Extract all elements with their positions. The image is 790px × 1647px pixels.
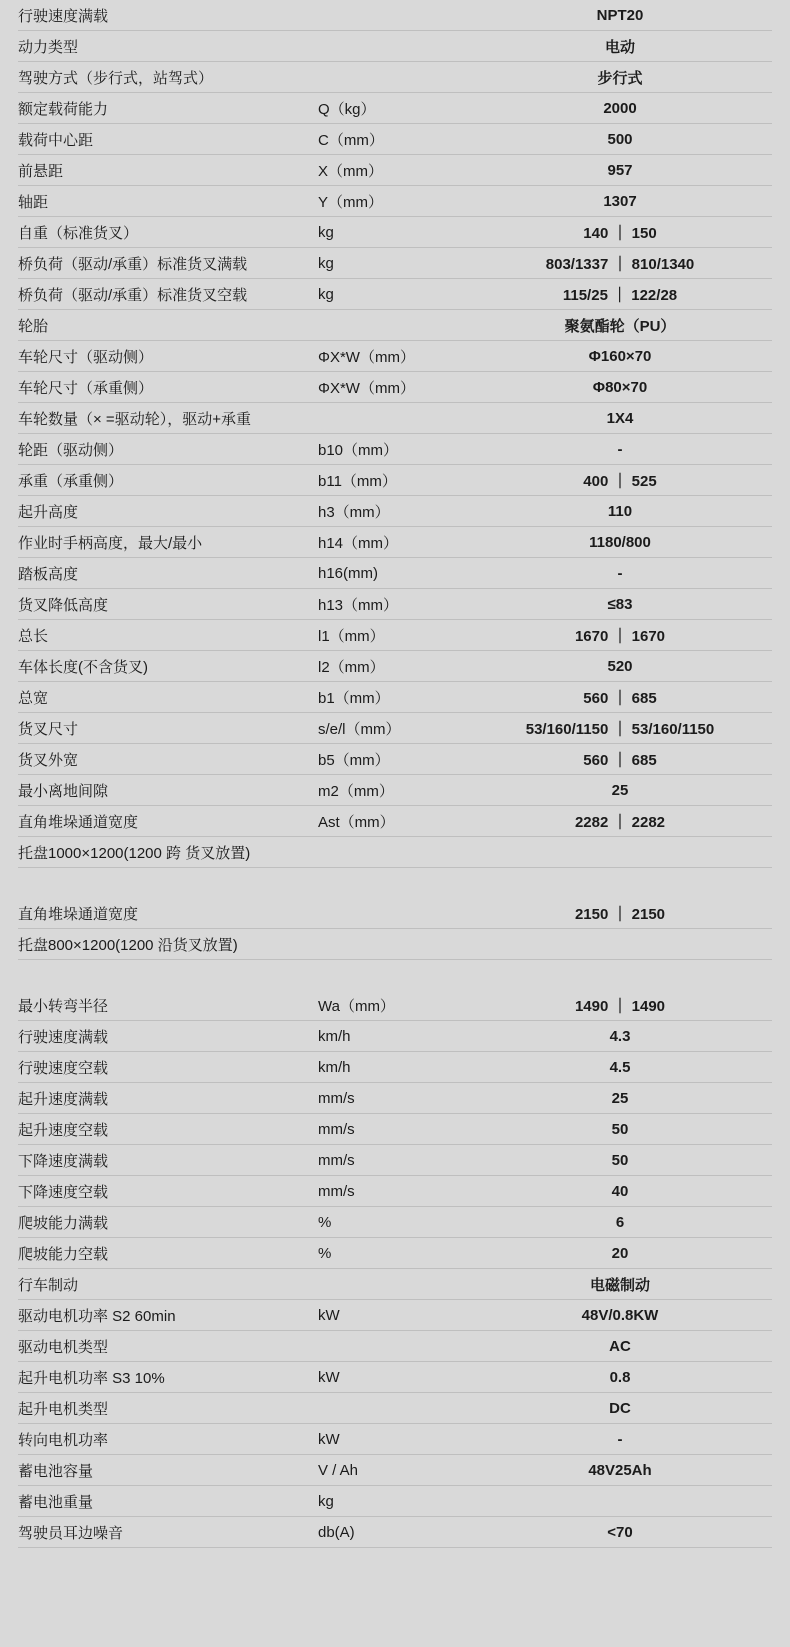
row-label: 货叉尺寸 [18,713,318,744]
row-unit: V / Ah [318,1455,468,1486]
row-value: 48V25Ah [468,1455,772,1486]
row-value: 803/1337 ｜ 810/1340 [468,248,772,279]
row-value: 2150 ｜ 2150 [468,898,772,929]
row-label: 下降速度满载 [18,1145,318,1176]
row-unit: Wa（mm） [318,990,468,1021]
row-label: 总长 [18,620,318,651]
table-row [18,1393,772,1424]
table-row [18,1455,772,1486]
row-label: 驱动电机类型 [18,1331,318,1362]
row-unit: db(A) [318,1517,468,1548]
table-row [18,310,772,341]
row-unit: kg [318,217,468,248]
row-value: 1180/800 [468,527,772,558]
row-value: 110 [468,496,772,527]
row-label: 轮距（驱动侧） [18,434,318,465]
row-label: 起升速度满载 [18,1083,318,1114]
row-unit [318,310,468,341]
row-unit [318,1393,468,1424]
row-value: 25 [468,1083,772,1114]
row-value: NPT20 [468,0,772,31]
row-label: 行驶速度空载 [18,1052,318,1083]
spec-table-body [18,0,772,1548]
row-label: 桥负荷（驱动/承重）标准货叉空载 [18,279,318,310]
row-unit: h16(mm) [318,558,468,589]
row-value: ≤83 [468,589,772,620]
row-unit: ΦX*W（mm） [318,372,468,403]
table-row [18,744,772,775]
row-unit [318,1331,468,1362]
row-label: 转向电机功率 [18,1424,318,1455]
row-label: 踏板高度 [18,558,318,589]
table-row [18,496,772,527]
table-row [18,124,772,155]
row-unit: % [318,1207,468,1238]
row-unit: mm/s [318,1145,468,1176]
row-value: 电磁制动 [468,1269,772,1300]
row-label: 动力类型 [18,31,318,62]
table-row [18,990,772,1021]
row-value: 20 [468,1238,772,1269]
row-label: 车体长度(不含货叉) [18,651,318,682]
table-row [18,929,772,960]
row-label: 货叉降低高度 [18,589,318,620]
row-label: 起升速度空载 [18,1114,318,1145]
table-row [18,62,772,93]
row-label: 起升电机类型 [18,1393,318,1424]
row-value: 1670 ｜ 1670 [468,620,772,651]
row-label: 车轮数量（× =驱动轮），驱动+承重 [18,403,318,434]
row-value: 步行式 [468,62,772,93]
table-row [18,341,772,372]
row-unit: kW [318,1424,468,1455]
table-spacer-cell [18,868,772,899]
table-row [18,1052,772,1083]
table-row [18,1238,772,1269]
row-value: 140 ｜ 150 [468,217,772,248]
row-label: 起升高度 [18,496,318,527]
table-spacer-row [18,868,772,899]
row-value: - [468,1424,772,1455]
table-row [18,651,772,682]
row-label: 爬坡能力满载 [18,1207,318,1238]
row-value: 2000 [468,93,772,124]
row-unit: km/h [318,1052,468,1083]
table-row [18,527,772,558]
row-unit [318,1269,468,1300]
row-unit: h14（mm） [318,527,468,558]
row-unit: l1（mm） [318,620,468,651]
row-value: 6 [468,1207,772,1238]
row-value: 1307 [468,186,772,217]
row-unit: kW [318,1300,468,1331]
table-row [18,403,772,434]
row-unit: mm/s [318,1083,468,1114]
table-row [18,1486,772,1517]
row-unit: kg [318,279,468,310]
row-label: 自重（标准货叉） [18,217,318,248]
table-row [18,1424,772,1455]
table-row [18,1021,772,1052]
row-label: 起升电机功率 S3 10% [18,1362,318,1393]
row-unit: h3（mm） [318,496,468,527]
row-value: Φ160×70 [468,341,772,372]
row-label: 驱动电机功率 S2 60min [18,1300,318,1331]
row-unit: m2（mm） [318,775,468,806]
row-label: 驾驶员耳边噪音 [18,1517,318,1548]
row-value: 50 [468,1114,772,1145]
table-row [18,1331,772,1362]
table-row [18,713,772,744]
row-value: 115/25 ｜ 122/28 [468,279,772,310]
table-row [18,1269,772,1300]
row-label: 托盘800×1200(1200 沿货叉放置) [18,929,772,960]
row-label: 最小转弯半径 [18,990,318,1021]
row-label: 下降速度空载 [18,1176,318,1207]
row-value: AC [468,1331,772,1362]
table-row [18,1517,772,1548]
row-value [468,1486,772,1517]
row-unit: Ast（mm） [318,806,468,837]
row-label: 总宽 [18,682,318,713]
row-unit [318,62,468,93]
row-value: 4.5 [468,1052,772,1083]
row-value: Φ80×70 [468,372,772,403]
row-label: 直角堆垛通道宽度 [18,898,318,929]
row-label: 行驶速度满载 [18,1021,318,1052]
row-unit: Y（mm） [318,186,468,217]
row-unit: Q（kg） [318,93,468,124]
table-row [18,837,772,868]
row-label: 承重（承重侧） [18,465,318,496]
row-unit: h13（mm） [318,589,468,620]
row-value: DC [468,1393,772,1424]
row-label: 轴距 [18,186,318,217]
row-unit [318,0,468,31]
table-row [18,589,772,620]
row-value: 25 [468,775,772,806]
row-label: 桥负荷（驱动/承重）标准货叉满载 [18,248,318,279]
table-row [18,1145,772,1176]
row-label: 额定载荷能力 [18,93,318,124]
row-unit: b5（mm） [318,744,468,775]
table-row [18,898,772,929]
row-unit: mm/s [318,1176,468,1207]
table-row [18,279,772,310]
table-row [18,155,772,186]
row-unit [318,31,468,62]
row-label: 托盘1000×1200(1200 跨 货叉放置) [18,837,772,868]
row-value: 957 [468,155,772,186]
row-value: 1490 ｜ 1490 [468,990,772,1021]
table-row [18,1300,772,1331]
row-value: <70 [468,1517,772,1548]
row-value: - [468,558,772,589]
table-row [18,1114,772,1145]
row-unit: X（mm） [318,155,468,186]
row-label: 爬坡能力空载 [18,1238,318,1269]
row-value: 2282 ｜ 2282 [468,806,772,837]
row-value: 48V/0.8KW [468,1300,772,1331]
row-label: 驾驶方式（步行式，站驾式） [18,62,318,93]
row-unit: kg [318,1486,468,1517]
row-label: 货叉外宽 [18,744,318,775]
row-label: 蓄电池容量 [18,1455,318,1486]
row-unit [318,898,468,929]
row-value: - [468,434,772,465]
table-row [18,248,772,279]
row-label: 行驶速度满载 [18,0,318,31]
row-value: 40 [468,1176,772,1207]
table-row [18,620,772,651]
row-unit [318,403,468,434]
table-row [18,1362,772,1393]
row-label: 前悬距 [18,155,318,186]
row-unit: km/h [318,1021,468,1052]
row-label: 蓄电池重量 [18,1486,318,1517]
table-spacer-cell [18,960,772,991]
row-value: 50 [468,1145,772,1176]
table-row [18,434,772,465]
table-spacer-row [18,960,772,991]
row-label: 轮胎 [18,310,318,341]
row-label: 车轮尺寸（承重侧） [18,372,318,403]
row-unit: kg [318,248,468,279]
row-label: 行车制动 [18,1269,318,1300]
row-unit: mm/s [318,1114,468,1145]
row-value: 560 ｜ 685 [468,744,772,775]
table-row [18,31,772,62]
row-value: 电动 [468,31,772,62]
row-value: 聚氨酯轮（PU） [468,310,772,341]
row-unit: ΦX*W（mm） [318,341,468,372]
row-unit: l2（mm） [318,651,468,682]
table-row [18,465,772,496]
row-label: 最小离地间隙 [18,775,318,806]
table-row [18,0,772,31]
row-label: 车轮尺寸（驱动侧） [18,341,318,372]
row-unit: b10（mm） [318,434,468,465]
table-row [18,806,772,837]
row-value: 4.3 [468,1021,772,1052]
table-row [18,372,772,403]
table-row [18,558,772,589]
table-row [18,1083,772,1114]
specification-table [18,0,772,1548]
row-value: 53/160/1150 ｜ 53/160/1150 [468,713,772,744]
row-unit: kW [318,1362,468,1393]
row-value: 520 [468,651,772,682]
table-row [18,186,772,217]
row-label: 直角堆垛通道宽度 [18,806,318,837]
row-unit: C（mm） [318,124,468,155]
table-row [18,1207,772,1238]
table-row [18,682,772,713]
row-value: 400 ｜ 525 [468,465,772,496]
row-unit: b1（mm） [318,682,468,713]
row-value: 0.8 [468,1362,772,1393]
table-row [18,775,772,806]
table-row [18,93,772,124]
row-unit: % [318,1238,468,1269]
row-value: 560 ｜ 685 [468,682,772,713]
table-row [18,1176,772,1207]
row-value: 1X4 [468,403,772,434]
row-value: 500 [468,124,772,155]
table-row [18,217,772,248]
row-unit: s/e/l（mm） [318,713,468,744]
row-unit: b11（mm） [318,465,468,496]
row-label: 作业时手柄高度，最大/最小 [18,527,318,558]
row-label: 载荷中心距 [18,124,318,155]
